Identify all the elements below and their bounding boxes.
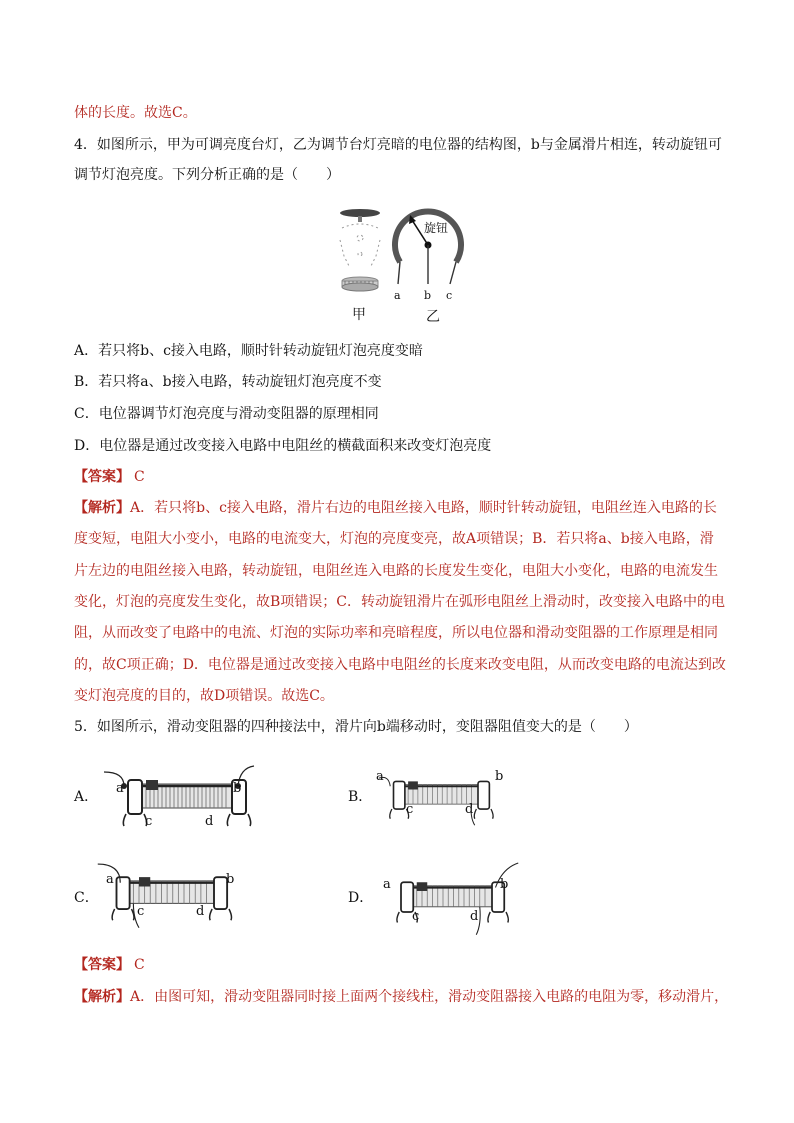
q5-figure-d-label: D． [348,890,374,906]
q4-figure [320,198,480,326]
q4-analysis-line-4: 变化，灯泡的亮度发生变化，故B项错误；C．转动旋钮滑片在弧形电阻丝上滑动时，改变接入电路中的电 [74,594,725,610]
lamp-neck [358,216,362,222]
q5-rheostat-d [380,856,520,940]
q5-c-terminal-b: b [226,872,235,887]
q4-analysis-line-2: 度变短，电阻大小变小，电路的电流变大，灯泡的亮度变亮，故A项错误；B．若只将a、b接入电路，滑 [74,531,714,547]
figure-caption-yi: 乙 [426,309,440,325]
q4-answer-value: C [134,469,145,485]
q5-figure-b-label: B． [348,789,373,805]
previous-answer-ending: 体的长度。故选C。 [74,105,197,121]
q5-c-terminal-a: a [106,872,114,887]
q5-answer-value: C [134,957,145,973]
lamp-shade [340,209,380,217]
q4-stem-line-1: 4．如图所示，甲为可调亮度台灯，乙为调节台灯亮暗的电位器的结构图，b与金属滑片相连，转动旋钮可 [74,137,722,153]
q4-analysis-line-7: 变灯泡亮度的目的，故D项错误。故选C。 [74,688,334,704]
q5-a-terminal-a: a [116,781,124,796]
lamp-body-outline [340,224,380,268]
terminal-lead-c [450,262,456,284]
figure-caption-jia: 甲 [352,307,366,323]
q5-c-terminal-c: c [137,904,145,919]
q5-rheostat-c [94,858,244,930]
q4-stem-line-2: 调节灯泡亮度。下列分析正确的是（ ） [74,167,340,183]
q4-analysis-tag: 【解析】 [74,500,130,516]
q5-analysis-line-1 [74,987,728,1007]
q4-option-b: B．若只将a、b接入电路，转动旋钮灯泡亮度不变 [74,374,382,390]
q5-a-terminal-d: d [205,814,214,829]
q4-analysis-line-3: 片左边的电阻丝接入电路，转动旋钮，电阻丝连入电路的长度发生变化，电阻大小变化，电路的电流发生 [74,563,718,579]
q5-b-terminal-a: a [376,769,384,784]
terminal-label-c: c [446,289,453,302]
q5-d-terminal-a: a [383,877,391,892]
q4-option-d: D．电位器是通过改变接入电路中电阻丝的横截面积来改变灯泡亮度 [74,438,492,454]
terminal-label-b: b [424,289,432,302]
q5-figure-a-label: A． [74,789,99,805]
q5-d-terminal-b: b [500,877,509,892]
q4-option-c: C．电位器调节灯泡亮度与滑动变阻器的原理相同 [74,406,379,422]
q5-answer-row [74,955,145,975]
q5-b-terminal-c: c [406,802,414,817]
q4-analysis-line-1 [74,498,717,518]
q4-analysis-text-1: A．若只将b、c接入电路，滑片右边的电阻丝接入电路，顺时针转动旋钮，电阻丝连入电路的长 [130,500,717,516]
q5-d-terminal-d: d [470,909,479,924]
q5-a-terminal-b: b [233,781,242,796]
knob-label: 旋钮 [424,221,449,235]
terminal-lead-a [398,262,400,284]
q5-rheostat-a [104,762,264,834]
q5-rheostat-b [374,760,504,832]
q5-figure-c-label: C． [74,890,99,906]
q4-analysis-line-5: 阻，从而改变了电路中的电流、灯泡的实际功率和亮暗程度，所以电位器和滑动变阻器的工作原理是相同 [74,625,718,641]
q5-b-terminal-b: b [495,769,504,784]
q5-c-terminal-d: d [196,904,205,919]
q5-analysis-text-1: A．由图可知，滑动变阻器同时接上面两个接线柱，滑动变阻器接入电路的电阻为零，移动滑片， [130,989,729,1005]
q5-b-terminal-d: d [465,802,474,817]
q4-analysis-line-6: 的，故C项正确；D．电位器是通过改变接入电路中电阻丝的长度来改变电阻，从而改变电路的电流达到改 [74,657,726,673]
q5-analysis-tag: 【解析】 [74,989,130,1005]
q4-option-a: A．若只将b、c接入电路，顺时针转动旋钮灯泡亮度变暗 [74,343,423,359]
q5-answer-tag: 【答案】 [74,957,130,973]
q5-stem: 5．如图所示，滑动变阻器的四种接法中，滑片向b端移动时，变阻器阻值变大的是（ ） [74,719,638,735]
q5-a-terminal-c: c [145,814,153,829]
q4-answer-tag: 【答案】 [74,469,130,485]
q4-answer-row [74,467,145,487]
q5-d-terminal-c: c [412,909,420,924]
terminal-label-a: a [394,289,401,302]
